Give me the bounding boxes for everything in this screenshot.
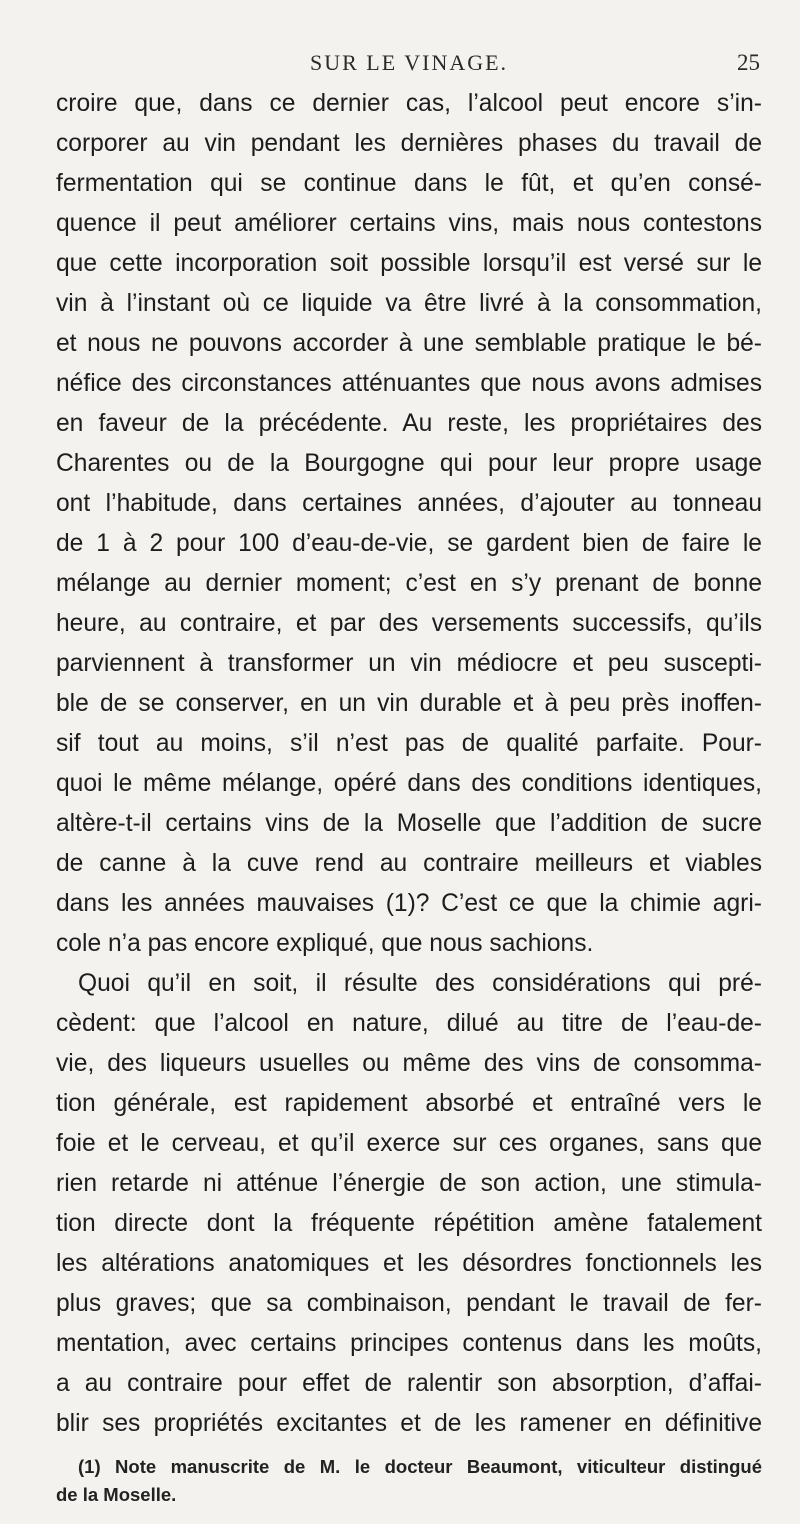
text-line: vin à l’instant où ce liquide va être livré à la consommation, [56,290,762,317]
text-line: quoi le même mélange, opéré dans des conditions identiques, [56,770,762,797]
text-line: plus graves; que sa combinaison, pendant le travail de fer- [56,1290,762,1317]
text-line: ble de se conserver, en un vin durable et à peu près inoffen- [56,690,762,717]
text-line: les altérations anatomiques et les désordres fonctionnels les [56,1250,762,1277]
text-line: sif tout au moins, s’il n’est pas de qualité parfaite. Pour- [56,730,762,757]
text-line: fermentation qui se continue dans le fût, et qu’en consé- [56,170,762,197]
page-number: 25 [737,50,760,75]
text-line: mélange au dernier moment; c’est en s’y prenant de bonne [56,570,762,597]
text-line: Quoi qu’il en soit, il résulte des considérations qui pré- [78,970,762,997]
text-line: tion directe dont la fréquente répétition amène fatalement [56,1210,762,1237]
text-line: cole n’a pas encore expliqué, que nous sachions. [56,930,594,957]
running-title: SUR LE VINAGE. [309,50,509,75]
text-line: corporer au vin pendant les dernières phases du travail de [56,130,762,157]
text-line: parviennent à transformer un vin médiocre et peu suscepti- [56,650,762,677]
text-line: ont l’habitude, dans certaines années, d’ajouter au tonneau [56,490,762,517]
body-text [56,84,762,1444]
text-line: foie et le cerveau, et qu’il exerce sur ces organes, sans que [56,1130,762,1157]
text-line: a au contraire pour effet de ralentir son absorption, d’affai- [56,1370,762,1397]
book-page [56,0,762,1524]
text-line: Charentes ou de la Bourgogne qui pour leur propre usage [56,450,762,477]
text-line: néfice des circonstances atténuantes que nous avons admises [56,370,762,397]
text-line: quence il peut améliorer certains vins, mais nous contestons [56,210,762,237]
text-line: que cette incorporation soit possible lorsqu’il est versé sur le [56,250,762,277]
text-line: rien retarde ni atténue l’énergie de son action, une stimula- [56,1170,762,1197]
text-line: en faveur de la précédente. Au reste, les propriétaires des [56,410,762,437]
text-line: et nous ne pouvons accorder à une semblable pratique le bé- [56,330,762,357]
footnote-line: (1) Note manuscrite de M. le docteur Beaumont, viticulteur distingué [78,1456,762,1477]
page-header [56,50,762,84]
footnote [56,1453,762,1509]
text-line: cèdent: que l’alcool en nature, dilué au titre de l’eau-de- [56,1010,762,1037]
text-line: tion générale, est rapidement absorbé et entraîné vers le [56,1090,762,1117]
text-line: de canne à la cuve rend au contraire meilleurs et viables [56,850,762,877]
text-line: vie, des liqueurs usuelles ou même des vins de consomma- [56,1050,762,1077]
text-line: dans les années mauvaises (1)? C’est ce que la chimie agri- [56,890,762,917]
text-line: croire que, dans ce dernier cas, l’alcool peut encore s’in- [56,90,762,117]
text-line: altère-t-il certains vins de la Moselle que l’addition de sucre [56,810,762,837]
text-line: blir ses propriétés excitantes et de les ramener en définitive [56,1410,762,1437]
footnote-line: de la Moselle. [56,1484,177,1505]
text-line: mentation, avec certains principes contenus dans les moûts, [56,1330,762,1357]
text-line: heure, au contraire, et par des versements successifs, qu’ils [56,610,762,637]
text-line: de 1 à 2 pour 100 d’eau-de-vie, se gardent bien de faire le [56,530,762,557]
